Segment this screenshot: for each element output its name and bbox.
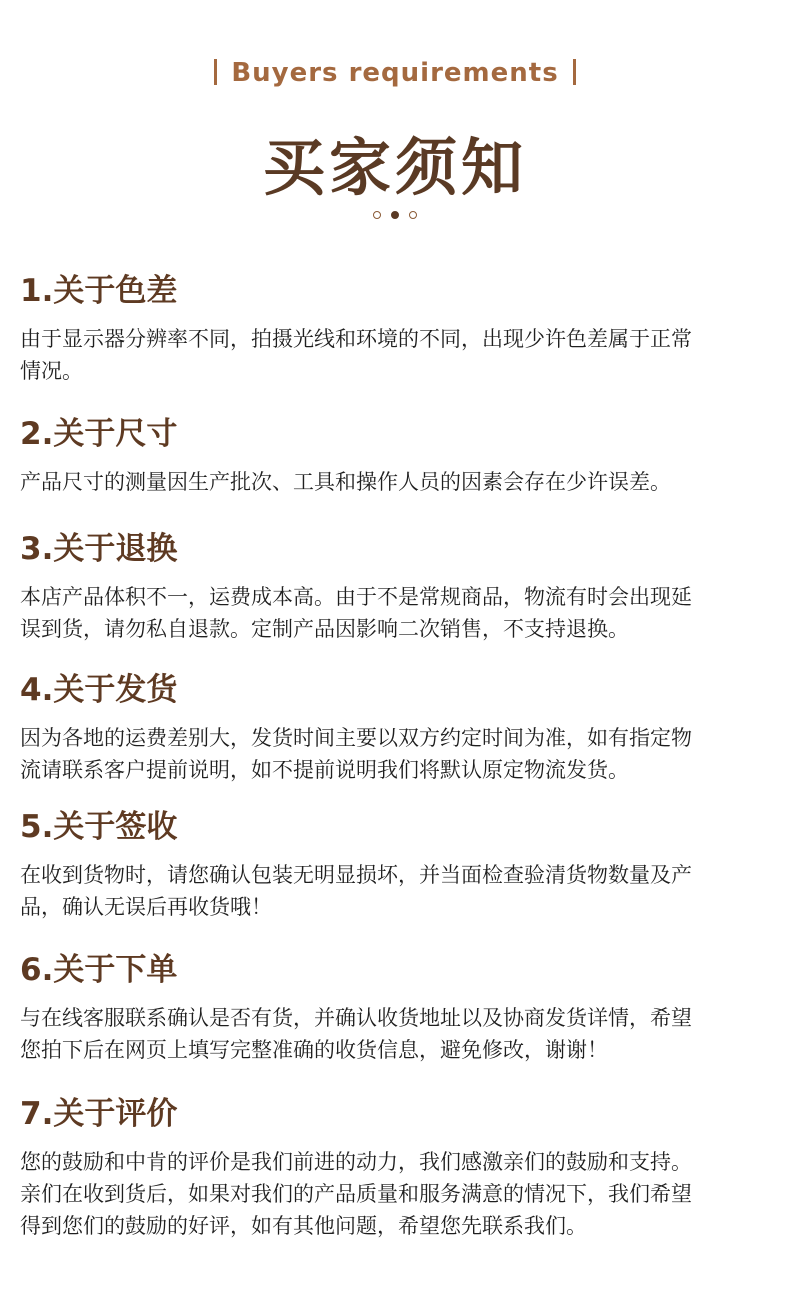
- section-title: 2.关于尺寸: [20, 416, 178, 452]
- section-reviews: [20, 1094, 770, 1242]
- section-receipt: [20, 807, 770, 923]
- subtitle-text: Buyers requirements: [231, 58, 559, 88]
- section-line: 产品尺寸的测量因生产批次、工具和操作人员的因素会存在少许误差。: [20, 470, 671, 494]
- section-line: 得到您们的鼓励的好评，如有其他问题，希望您先联系我们。: [20, 1214, 587, 1238]
- page-title: 买家须知: [262, 131, 527, 204]
- section-line: 亲们在收到货后，如果对我们的产品质量和服务满意的情况下，我们希望: [20, 1182, 692, 1206]
- section-returns: [20, 529, 770, 645]
- section-ordering: [20, 950, 770, 1066]
- section-body: [20, 581, 770, 645]
- section-line: 您拍下后在网页上填写完整准确的收货信息，避免修改，谢谢！: [20, 1038, 608, 1062]
- section-line: 品，确认无误后再收货哦！: [20, 895, 272, 919]
- section-line: 误到货，请勿私自退款。定制产品因影响二次销售，不支持退换。: [20, 617, 629, 641]
- subtitle-right-bar: [573, 59, 576, 85]
- section-body: [20, 1002, 770, 1066]
- dot-1: [373, 211, 381, 219]
- subtitle-left-bar: [214, 59, 217, 85]
- section-line: 您的鼓励和中肯的评价是我们前进的动力，我们感激亲们的鼓励和支持。: [20, 1150, 692, 1174]
- section-line: 由于显示器分辨率不同，拍摄光线和环境的不同，出现少许色差属于正常: [20, 327, 692, 351]
- section-line: 本店产品体积不一，运费成本高。由于不是常规商品，物流有时会出现延: [20, 585, 692, 609]
- subtitle: [0, 58, 790, 88]
- section-body: [20, 466, 770, 498]
- section-body: [20, 859, 770, 923]
- pagination-dots: [0, 211, 790, 219]
- section-title: 4.关于发货: [20, 672, 178, 708]
- section-line: 与在线客服联系确认是否有货，并确认收货地址以及协商发货详情，希望: [20, 1006, 692, 1030]
- section-title: 5.关于签收: [20, 809, 178, 845]
- section-line: 在收到货物时，请您确认包装无明显损坏，并当面检查验清货物数量及产: [20, 863, 692, 887]
- section-line: 流请联系客户提前说明，如不提前说明我们将默认原定物流发货。: [20, 758, 629, 782]
- section-title: 6.关于下单: [20, 952, 178, 988]
- section-line: 情况。: [20, 359, 83, 383]
- dot-2-active: [391, 211, 399, 219]
- dot-3: [409, 211, 417, 219]
- section-size: [20, 414, 770, 498]
- section-color-difference: [20, 271, 770, 387]
- section-body: [20, 722, 770, 786]
- section-title: 7.关于评价: [20, 1096, 178, 1132]
- section-title: 3.关于退换: [20, 531, 178, 567]
- section-title: 1.关于色差: [20, 273, 178, 309]
- section-body: [20, 323, 770, 387]
- section-line: 因为各地的运费差别大，发货时间主要以双方约定时间为准，如有指定物: [20, 726, 692, 750]
- section-shipping: [20, 670, 770, 786]
- section-body: [20, 1146, 770, 1242]
